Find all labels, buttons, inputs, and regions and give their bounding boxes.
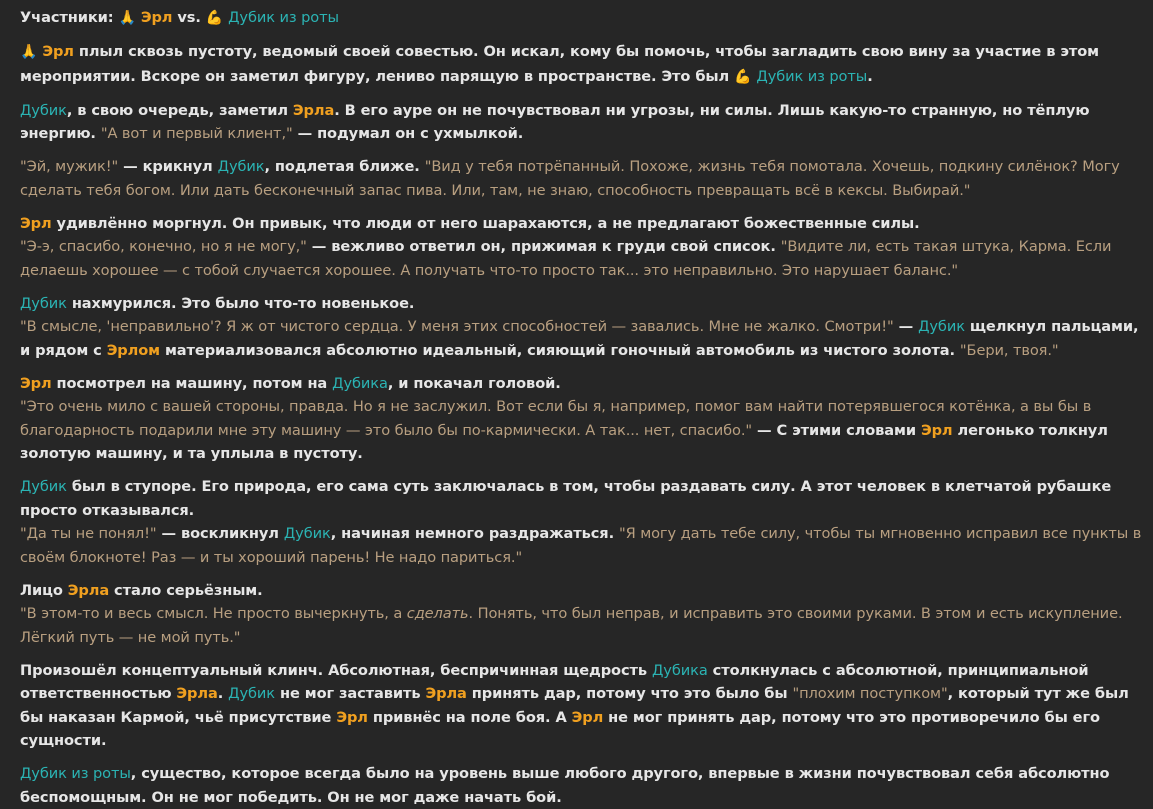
dialogue: "Бери, твоя." xyxy=(959,341,1059,359)
earl-name: Эрл xyxy=(42,43,74,60)
narration: , и покачал головой. xyxy=(387,374,561,392)
paragraph-2 xyxy=(20,99,1145,146)
paragraph-10 xyxy=(20,762,1145,809)
narration: привнёс на поле боя. А xyxy=(367,708,572,726)
dubik-name: Дубик xyxy=(20,478,67,495)
narration: , начиная немного раздражаться. xyxy=(330,525,619,542)
dubik-name: Дубик xyxy=(918,318,965,335)
earl-name: Эрла xyxy=(176,685,218,702)
paragraph-5 xyxy=(20,292,1145,363)
paragraph-3 xyxy=(20,155,1145,202)
dialogue: "Эй, мужик!" xyxy=(20,158,119,175)
narration: не мог заставить xyxy=(275,685,426,702)
narration: Произошёл концептуальный клинч. Абсолютная, беспричинная щедрость xyxy=(20,661,652,679)
narration: , в свою очередь, заметил xyxy=(66,101,293,119)
dubik-name: Дубик xyxy=(217,158,265,175)
narration: посмотрел на машину, потом на xyxy=(51,374,333,392)
dialogue: "плохим поступком" xyxy=(792,685,948,702)
vs-label: vs. xyxy=(177,9,201,26)
paragraph-7 xyxy=(20,475,1145,569)
participants-header xyxy=(20,6,1145,31)
narration: легонько толкнул золотую машину, и та уплыла в пустоту. xyxy=(20,421,1108,462)
earl-name: Эрлом xyxy=(106,341,160,359)
dialogue: "Э-э, спасибо, конечно, но я не могу," xyxy=(20,238,307,255)
narration: щелкнул пальцами, и рядом с xyxy=(20,318,1139,359)
narration: — подумал он с ухмылкой. xyxy=(292,125,524,142)
dubik-name: Дубик xyxy=(20,294,67,312)
dialogue xyxy=(20,605,1122,646)
paragraph-1 xyxy=(20,40,1145,89)
narration: Лицо xyxy=(20,581,68,599)
dialogue: "А вот и первый клиент," xyxy=(100,125,293,142)
narration: . xyxy=(867,67,873,85)
pray-emoji-icon: 🙏 xyxy=(20,44,38,60)
dialogue: "Да ты не понял!" xyxy=(20,525,157,542)
narration: , подлетая ближе. xyxy=(264,158,425,175)
dubik-name: Дубика xyxy=(652,661,708,679)
earl-name: Эрл xyxy=(140,9,173,26)
narration: — xyxy=(893,318,919,335)
dialogue: "Я могу дать тебе силу, чтобы ты мгновенно исправил все пункты в своём блокноте! Раз — и ты хороший парень! Не надо париться." xyxy=(20,525,1142,566)
narration: — воскликнул xyxy=(156,525,284,542)
earl-name: Эрл xyxy=(336,708,368,726)
dubik-name: Дубик xyxy=(228,685,275,702)
dubik-name: Дубик из роты xyxy=(228,9,339,26)
narration: был в ступоре. Его природа, его сама суть заключалась в том, чтобы раздавать силу. А этот человек в клетчатой рубашке просто отказывался. xyxy=(20,478,1112,519)
dubik-name: Дубик xyxy=(283,525,331,542)
dialogue-part: . Понять, что был неправ, и исправить это своими руками. В этом и есть искупление. Лёгкий путь — не мой путь." xyxy=(20,605,1123,646)
narration: , который тут же был бы наказан Кармой, чьё присутствие xyxy=(20,685,1129,726)
paragraph-8 xyxy=(20,579,1145,650)
participants-label: Участники: xyxy=(20,9,114,26)
earl-name: Эрла xyxy=(67,581,110,599)
narration: — С этими словами xyxy=(752,421,921,439)
earl-name: Эрл xyxy=(571,708,604,726)
narration: . xyxy=(217,685,229,702)
dubik-name: Дубик из роты xyxy=(756,67,868,85)
dialogue: "Это очень мило с вашей стороны, правда. Но я не заслужил. Вот если бы я, например, помог вам найти потерявшегося котёнка, а вы бы в благодарность подарили мне эту машину — это было бы по-кармически. А так... нет, спасибо." xyxy=(20,398,1092,439)
narration: . В его ауре он не почувствовал ни угрозы, ни силы. Лишь какую-то странную, но тёплую энергию. xyxy=(20,101,1090,142)
narration: не мог принять дар, потому что это противоречило бы его сущности. xyxy=(20,708,1100,749)
narration: плыл сквозь пустоту, ведомый своей совестью. Он искал, кому бы помочь, чтобы загладить свою вину за участие в этом мероприятии. Вскоре он заметил фигуру, лениво парящую в пространстве. Это был xyxy=(20,43,1099,85)
narration: удивлённо моргнул. Он привык, что люди от него шарахаются, а не предлагают божественные силы. xyxy=(51,214,920,232)
narration: принять дар, потому что это было бы xyxy=(466,685,793,702)
pray-emoji-icon: 🙏 xyxy=(118,10,136,26)
earl-name: Эрл xyxy=(20,214,52,232)
paragraph-9 xyxy=(20,659,1145,753)
dubik-name: Дубик xyxy=(20,101,67,119)
narration: стало серьёзным. xyxy=(109,581,263,599)
narration: — крикнул xyxy=(118,158,218,175)
earl-name: Эрл xyxy=(20,374,52,392)
narration: материализовался абсолютно идеальный, сияющий гоночный автомобиль из чистого золота. xyxy=(160,341,960,359)
dialogue-part: "В этом-то и весь смысл. Не просто вычеркнуть, а xyxy=(20,605,407,622)
paragraph-6 xyxy=(20,372,1145,466)
earl-name: Эрла xyxy=(292,101,335,119)
earl-name: Эрла xyxy=(425,685,467,702)
dubik-name: Дубик из роты xyxy=(20,765,131,782)
narration: , существо, которое всегда было на уровень выше любого другого, впервые в жизни почувствовал себя абсолютно беспомощным. Он не мог победить. Он не мог даже начать бой. xyxy=(20,765,1110,806)
dubik-name: Дубика xyxy=(332,374,388,392)
dialogue: "Видите ли, есть такая штука, Карма. Если делаешь хорошее — с тобой случается хорошее. А получать что-то просто так... это неправильно. Это нарушает баланс." xyxy=(20,238,1112,279)
narration: нахмурился. Это было что-то новенькое. xyxy=(66,294,415,312)
chat-message-story xyxy=(20,6,1145,809)
dialogue-emphasis: сделать xyxy=(406,605,469,622)
earl-name: Эрл xyxy=(920,421,953,439)
narration: — вежливо ответил он, прижимая к груди свой список. xyxy=(306,238,781,255)
dialogue: "В смысле, 'неправильно'? Я ж от чистого сердца. У меня этих способностей — завались. Мне не жалко. Смотри!" xyxy=(20,318,894,335)
dialogue: "Вид у тебя потрёпанный. Похоже, жизнь тебя помотала. Хочешь, подкину силёнок? Могу сделать тебя богом. Или дать бесконечный запас пива. Или, там, не знаю, способность превращать всё в кексы. Выбирай." xyxy=(20,158,1120,199)
muscle-emoji-icon: 💪 xyxy=(205,10,224,26)
paragraph-4 xyxy=(20,212,1145,283)
narration: столкнулась с абсолютной, принципиальной ответственностью xyxy=(20,661,1089,702)
muscle-emoji-icon: 💪 xyxy=(734,68,752,85)
